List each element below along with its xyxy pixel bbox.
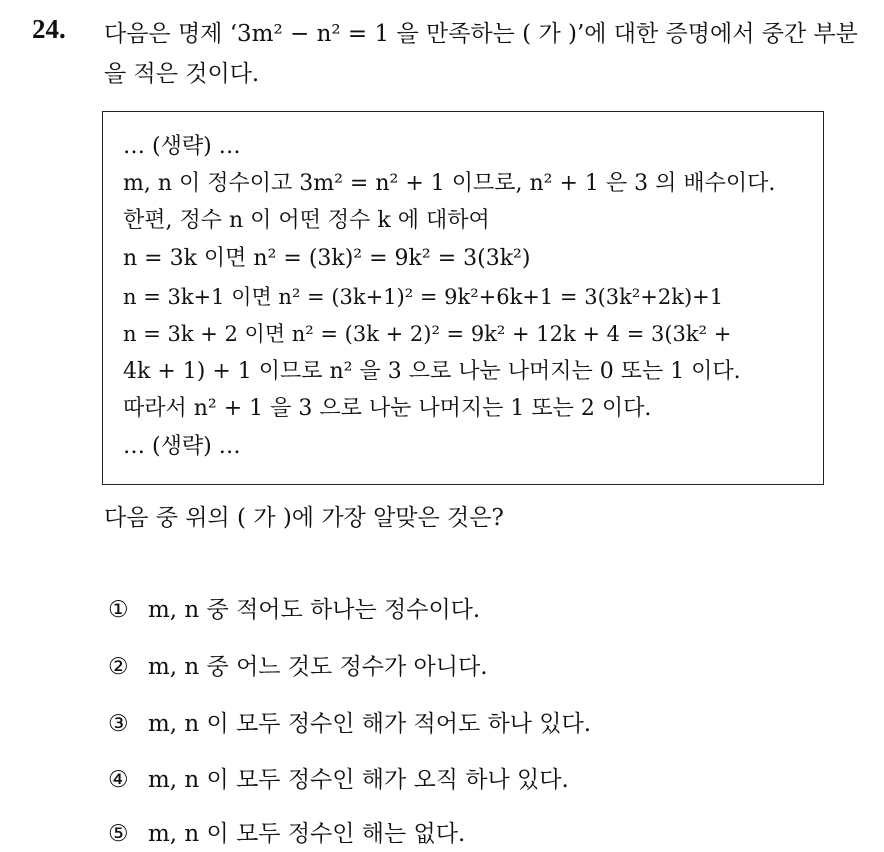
proof-line-9: … (생략) … (123, 434, 241, 459)
question-number: 24. (32, 14, 66, 44)
question-prompt: 다음 중 위의 ( 가 )에 가장 알맞은 것은? (104, 505, 504, 531)
proof-line-4: n = 3k 이면 n² = (3k)² = 9k² = 3(3k²) (123, 246, 531, 271)
choice-marker: ⑤ (108, 821, 129, 847)
choice-3[interactable] (108, 708, 591, 740)
choice-text: m, n 이 모두 정수인 해는 없다. (148, 821, 466, 847)
proof-line-1: … (생략) … (123, 134, 241, 159)
proof-line-5: n = 3k+1 이면 n² = (3k+1)² = 9k²+6k+1 = 3(3k²+2k)+1 (123, 285, 724, 309)
choice-text: m, n 중 어느 것도 정수가 아니다. (148, 654, 488, 680)
proof-box (102, 111, 824, 485)
choice-text: m, n 이 모두 정수인 해가 적어도 하나 있다. (148, 711, 592, 737)
proof-line-8: 따라서 n² + 1 을 3 으로 나눈 나머지는 1 또는 2 이다. (123, 396, 652, 421)
proof-line-6: n = 3k + 2 이면 n² = (3k + 2)² = 9k² + 12k + 4 = 3(3k² + (123, 322, 732, 346)
choice-marker: ③ (108, 711, 129, 737)
choice-text: m, n 이 모두 정수인 해가 오직 하나 있다. (148, 767, 569, 793)
choice-2[interactable] (108, 651, 488, 683)
question-stem: 다음은 명제 ‘3m² − n² = 1 을 만족하는 ( 가 )’에 대한 증명에서 중간 부분을 적은 것이다. (104, 21, 858, 87)
choice-1[interactable] (108, 594, 480, 626)
choice-marker: ④ (108, 767, 129, 793)
proof-line-7: 4k + 1) + 1 이므로 n² 을 3 으로 나눈 나머지는 0 또는 1 이다. (123, 359, 741, 384)
choice-text: m, n 중 적어도 하나는 정수이다. (148, 597, 481, 623)
proof-line-2: m, n 이 정수이고 3m² = n² + 1 이므로, n² + 1 은 3 의 배수이다. (123, 171, 776, 196)
choice-5[interactable] (108, 818, 465, 850)
choice-marker: ① (108, 597, 129, 623)
choice-4[interactable] (108, 764, 569, 796)
choice-marker: ② (108, 654, 129, 680)
proof-line-3: 한편, 정수 n 이 어떤 정수 k 에 대하여 (123, 208, 490, 233)
